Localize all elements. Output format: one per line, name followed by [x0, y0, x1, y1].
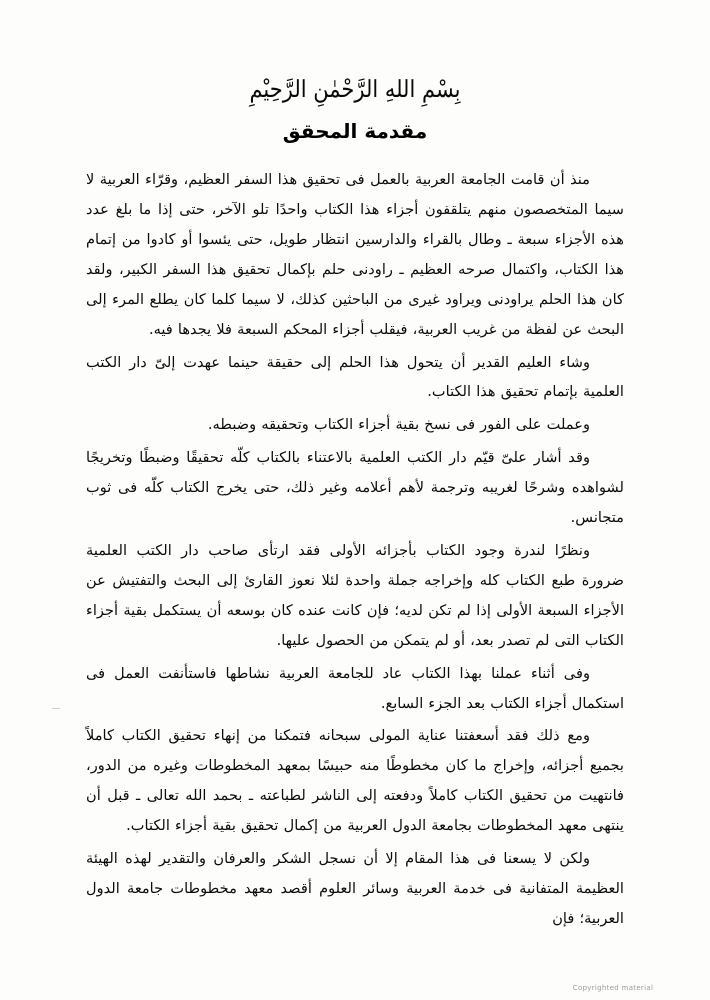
paragraph: وعملت على الفور فى نسخ بقية أجزاء الكتاب وتحقيقه وضبطه. [207, 416, 590, 434]
paragraph: ولكن لا يسعنا فى هذا المقام إلا أن نسجل الشكر والعرفان والتقدير لهذه الهيئة العظيمة المتفانية فى خدمة العربية وسائر العلوم أقصد معهد مخطوطات جامعة الدول العربية؛ فإن [86, 850, 624, 927]
paragraph: وشاء العليم القدير أن يتحول هذا الحلم إلى حقيقة حينما عهدت إلىّ دار الكتب العلمية بإتمام تحقيق هذا الكتاب. [86, 353, 624, 401]
copyright-text: Copyrighted material [572, 984, 654, 992]
paragraph: منذ أن قامت الجامعة العربية بالعمل فى تحقيق هذا السفر العظيم، وقرّاء العربية لا سيما المتخصصون منهم يتلقفون أجزاء هذا الكتاب واحدًا تلو الآخر، حتى إذا ما بلغ عدد هذه الأجزاء سبعة ـ وطال بالقراء والدارسين انتظار طويل، حتى يئسوا أو كادوا من إتمام هذا الكتاب، واكتمال صرحه العظيم ـ راودنى حلم بإكمال تحقيق هذا السفر الكبير، ولقد كان هذا الحلم يراودنى ويراود غيرى من الباحثين كذلك، لا سيما كلما كان يطلع المرء إلى البحث عن لفظة من غريب العربية، فيقلب أجزاء المحكم السبعة فلا يجدها فيه. [86, 171, 624, 338]
paragraph: ونظرًا لندرة وجود الكتاب بأجزائه الأولى فقد ارتأى صاحب دار الكتب العلمية ضرورة طبع الكتاب كله وإخراجه جملة واحدة لئلا نعوز القارئ إلى البحث والتفتيش عن الأجزاء السبعة الأولى إذا لم تكن لديه؛ فإن كانت عنده كان بوسعه أن يستكمل بقية أجزاء الكتاب التى لم تصدر بعد، أو لم يتمكن من الحصول عليها. [86, 541, 624, 649]
paragraph: ومع ذلك فقد أسعفتنا عناية المولى سبحانه فتمكنا من إنهاء تحقيق الكتاب كاملاً بجميع أجزائه، وإخراج ما كان مخطوطًا منه حبيسًا بمعهد المخطوطات وغيره من الدور، فانتهيت من تحقيق الكتاب كاملاً ودفعته إلى الناشر لطباعته ـ بحمد الله تعالى ـ قبل أن ينتهى معهد المخطوطات بجامعة الدول العربية من إكمال تحقيق بقية أجزاء الكتاب. [86, 727, 624, 835]
page-edge-mark [52, 708, 60, 709]
page-title: مقدمة المحقق [282, 119, 428, 144]
basmala-heading: بِسْمِ اللهِ الرَّحْمٰنِ الرَّحِيْمِ [249, 75, 461, 103]
copyright-notice [0, 984, 710, 992]
paragraph: وفى أثناء عملنا بهذا الكتاب عاد للجامعة العربية نشاطها فاستأنفت العمل فى استكمال أجزاء الكتاب بعد الجزء السابع. [86, 664, 624, 712]
paragraph: وقد أشار علىّ قيّم دار الكتب العلمية بالاعتناء بالكتاب كلّه تحقيقًا وضبطًا وتخريجًا لشواهده وشرحًا لغريبه وترجمة لأهم أعلامه وغير ذلك، حتى يخرج الكتاب كلّه فى ثوب متجانس. [86, 449, 624, 527]
